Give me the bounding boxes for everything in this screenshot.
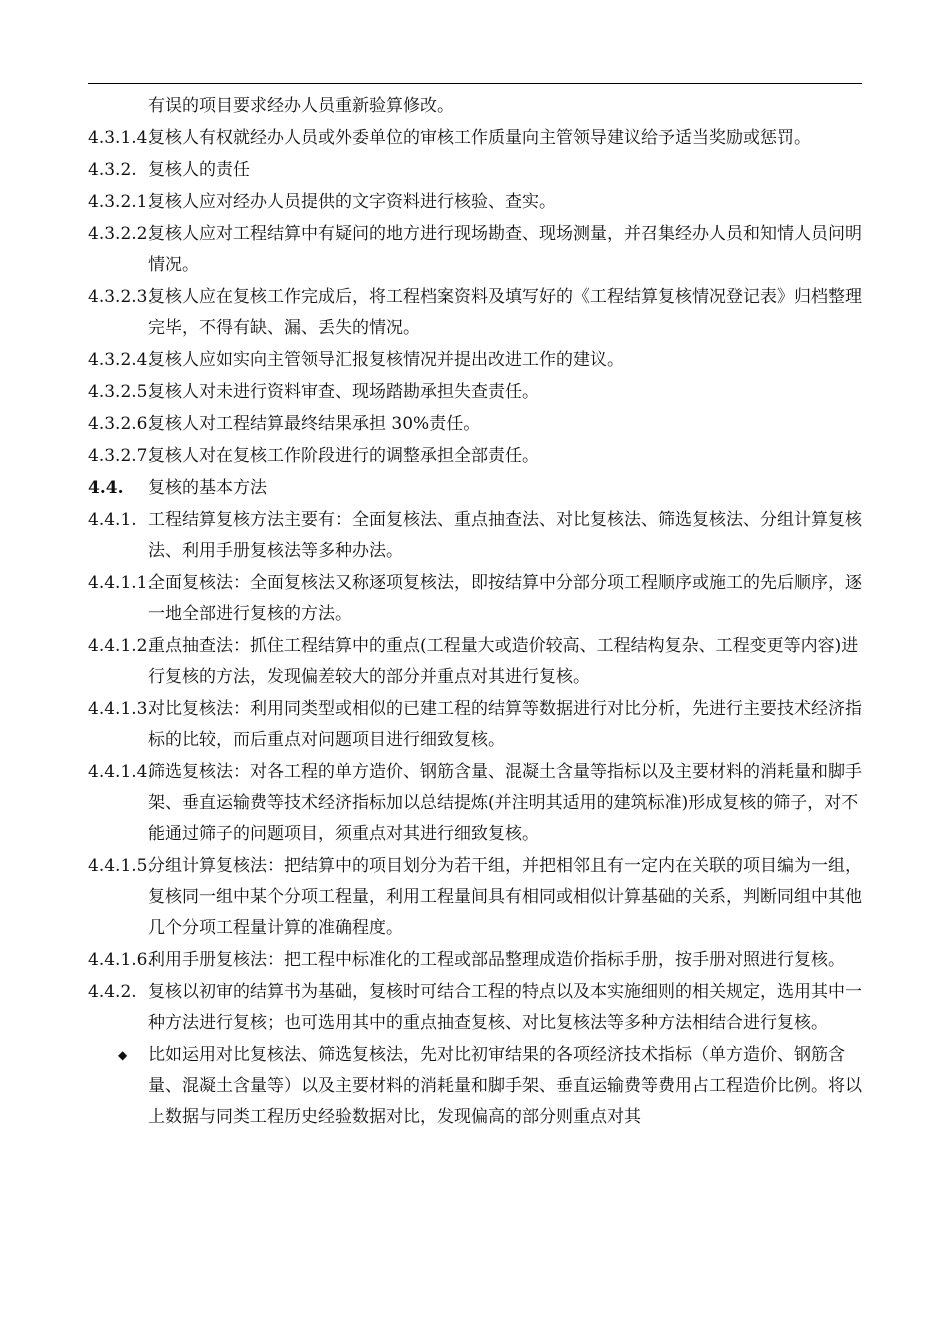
clause-number: 4.4.1.5. — [88, 856, 153, 876]
clause-text: 复核人应在复核工作完成后，将工程档案资料及填写好的《工程结算复核情况登记表》归档整理完毕，不得有缺、漏、丢失的情况。 — [148, 287, 862, 338]
clause-text: 筛选复核法：对各工程的单方造价、钢筋含量、混凝土含量等指标以及主要材料的消耗量和脚手架、垂直运输费等技术经济指标加以总结提炼(并注明其适用的建筑标准)形成复核的筛子，对不能通过筛子的问题项目，须重点对其进行细致复核。 — [148, 762, 862, 844]
clause-number: 4.3.2.4. — [88, 350, 153, 370]
clause-number: 4.4.1.3. — [88, 699, 153, 719]
paragraph-4-4-1-1 — [88, 568, 864, 630]
paragraph-4-4-1-6 — [88, 945, 864, 976]
paragraph-4-4-1-2 — [88, 631, 864, 693]
clause-text: 全面复核法：全面复核法又称逐项复核法，即按结算中分部分项工程顺序或施工的先后顺序，逐一地全部进行复核的方法。 — [148, 573, 862, 624]
clause-text: 复核人对在复核工作阶段进行的调整承担全部责任。 — [148, 446, 539, 466]
clause-text: 分组计算复核法：把结算中的项目划分为若干组，并把相邻且有一定内在关联的项目编为一组，复核同一组中某个分项工程量，利用工程量间具有相同或相似计算基础的关系，判断同组中其他几个分项工程量计算的准确程度。 — [148, 856, 862, 938]
section-number: 4.4. — [88, 478, 124, 498]
paragraph-4-4-1-3 — [88, 694, 864, 756]
document-body — [88, 91, 864, 1133]
diamond-bullet-icon: ◆ — [118, 1048, 128, 1062]
paragraph-4-4-1-4 — [88, 757, 864, 850]
clause-text: 复核以初审的结算书为基础，复核时可结合工程的特点以及本实施细则的相关规定，选用其中一种方法进行复核；也可选用其中的重点抽查复核、对比复核法等多种方法相结合进行复核。 — [148, 982, 862, 1033]
paragraph-4-3-2 — [88, 155, 864, 186]
clause-number: 4.4.1.2. — [88, 636, 153, 656]
clause-number: 4.3.1.4. — [88, 128, 153, 148]
clause-number: 4.4.1.1. — [88, 573, 153, 593]
clause-number: 4.3.2.7. — [88, 446, 153, 466]
clause-number: 4.4.1. — [88, 510, 137, 530]
clause-text: 复核人对未进行资料审查、现场踏勘承担失查责任。 — [148, 382, 539, 402]
clause-number: 4.3.2. — [88, 160, 137, 180]
bullet-item — [88, 1040, 864, 1133]
header-rule — [88, 83, 862, 84]
clause-number: 4.3.2.5. — [88, 382, 153, 402]
clause-text: 复核人应如实向主管领导汇报复核情况并提出改进工作的建议。 — [148, 350, 624, 370]
clause-text: 利用手册复核法：把工程中标准化的工程或部品整理成造价指标手册，按手册对照进行复核。 — [148, 950, 845, 970]
paragraph-4-4-1-5 — [88, 851, 864, 944]
paragraph-4-3-2-7 — [88, 441, 864, 472]
paragraph-4-3-2-6 — [88, 409, 864, 440]
clause-number: 4.3.2.6. — [88, 414, 153, 434]
section-title: 复核的基本方法 — [148, 478, 267, 498]
clause-text: 复核人有权就经办人员或外委单位的审核工作质量向主管领导建议给予适当奖励或惩罚。 — [148, 128, 811, 148]
bullet-text: 比如运用对比复核法、筛选复核法，先对比初审结果的各项经济技术指标（单方造价、钢筋含量、混凝土含量等）以及主要材料的消耗量和脚手架、垂直运输费等费用占工程造价比例。将以上数据与同类工程历史经验数据对比，发现偏高的部分则重点对其 — [148, 1045, 862, 1127]
paragraph-4-4-2 — [88, 977, 864, 1039]
section-heading-4-4 — [88, 473, 864, 504]
clause-number: 4.3.2.1. — [88, 192, 153, 212]
clause-number: 4.4.2. — [88, 982, 137, 1002]
paragraph-4-3-2-2 — [88, 219, 864, 281]
clause-number: 4.3.2.2. — [88, 224, 153, 244]
clause-text: 复核人应对工程结算中有疑问的地方进行现场勘查、现场测量，并召集经办人员和知情人员问明情况。 — [148, 224, 862, 275]
paragraph-4-3-2-4 — [88, 345, 864, 376]
clause-text: 复核人对工程结算最终结果承担 30%责任。 — [148, 414, 481, 434]
clause-number: 4.3.2.3. — [88, 287, 153, 307]
paragraph-4-3-2-5 — [88, 377, 864, 408]
clause-text: 工程结算复核方法主要有：全面复核法、重点抽查法、对比复核法、筛选复核法、分组计算复核法、利用手册复核法等多种办法。 — [148, 510, 862, 561]
clause-number: 4.4.1.6. — [88, 950, 153, 970]
clause-text: 复核人应对经办人员提供的文字资料进行核验、查实。 — [148, 192, 556, 212]
paragraph-4-4-1 — [88, 505, 864, 567]
paragraph-4-3-2-1 — [88, 187, 864, 218]
paragraph-0 — [88, 91, 864, 122]
clause-text: 对比复核法：利用同类型或相似的已建工程的结算等数据进行对比分析，先进行主要技术经济指标的比较，而后重点对问题项目进行细致复核。 — [148, 699, 862, 750]
paragraph-4-3-1-4 — [88, 123, 864, 154]
paragraph-4-3-2-3 — [88, 282, 864, 344]
clause-text: 重点抽查法：抓住工程结算中的重点(工程量大或造价较高、工程结构复杂、工程变更等内容)进行复核的方法，发现偏差较大的部分并重点对其进行复核。 — [148, 636, 859, 687]
clause-text: 复核人的责任 — [148, 160, 250, 180]
clause-number: 4.4.1.4. — [88, 762, 153, 782]
clause-text: 有误的项目要求经办人员重新验算修改。 — [148, 96, 454, 116]
